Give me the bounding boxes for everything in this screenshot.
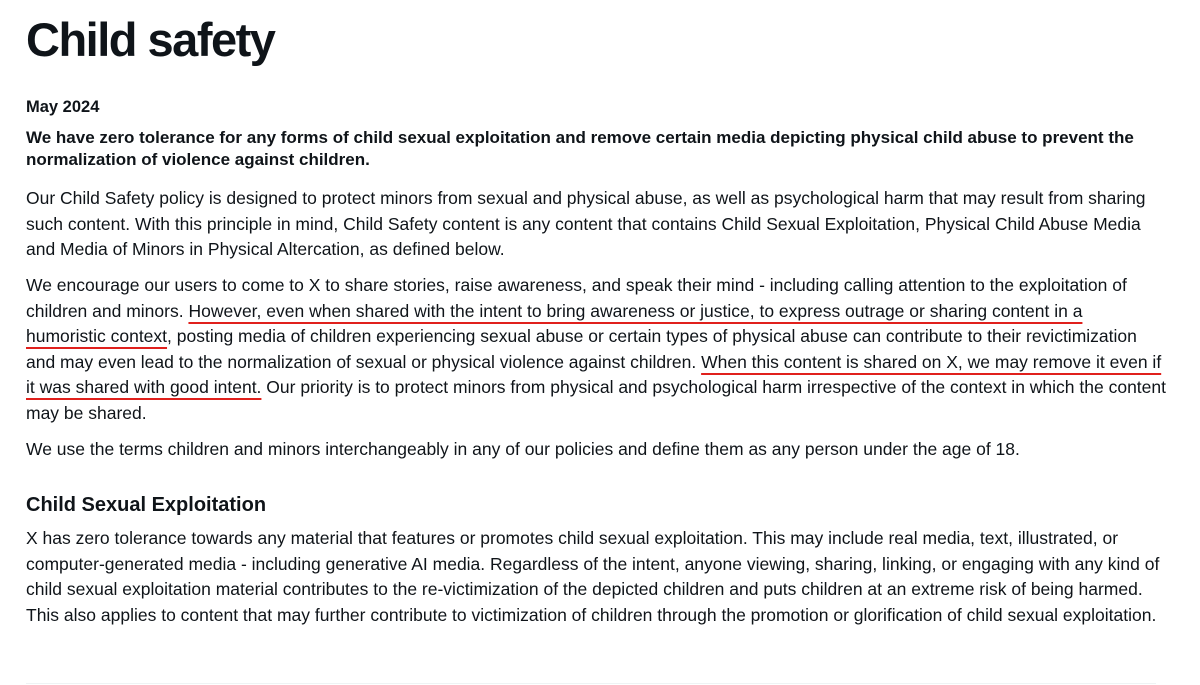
policy-paragraph-annotated	[26, 273, 1166, 426]
section-divider	[26, 683, 1156, 684]
section-paragraph: X has zero tolerance towards any material that features or promotes child sexual exploitation. This may include real media, text, illustrated, or computer-generated media - including generative AI media. Regardless of the intent, anyone viewing, sharing, linking, or engaging with any kind of child sexual exploitation material contributes to the re-victimization of the depicted children and puts children at an extreme risk of being harmed. This also applies to content that may further contribute to victimization of children through the promotion or glorification of child sexual exploitation.	[26, 528, 1160, 625]
paragraph-text: We encourage our users to come to X to share stories, raise awareness, and speak their mind - including calling attention to the exploitation of children and minors.	[26, 275, 1127, 321]
policy-paragraph: Our Child Safety policy is designed to protect minors from sexual and physical abuse, as well as psychological harm that may result from sharing such content. With this principle in mind, Child Safety content is any content that contains Child Sexual Exploitation, Physical Child Abuse Media and Media of Minors in Physical Altercation, as defined below.	[26, 188, 1146, 259]
section-heading: Child Sexual Exploitation	[26, 494, 267, 516]
red-underline-annotation: When this content is shared on X, we may remove it even if it was shared with good intent.	[26, 351, 1162, 397]
policy-paragraph: We use the terms children and minors interchangeably in any of our policies and define them as any person under the age of 18.	[26, 439, 1020, 459]
paragraph-text: , posting media of children experiencing sexual abuse or certain types of physical abuse can contribute to their revictimization and may even lead to the normalization of sexual or physical violence against children.	[26, 326, 1137, 372]
policy-summary: We have zero tolerance for any forms of child sexual exploitation and remove certain media depicting physical child abuse to prevent the normalization of violence against children.	[26, 128, 1134, 169]
paragraph-text: Our priority is to protect minors from physical and psychological harm irrespective of the context in which the content may be shared.	[26, 377, 1166, 423]
policy-date: May 2024	[26, 98, 100, 116]
red-underline-annotation: However, even when shared with the intent to bring awareness or justice, to express outrage or sharing content in a humoristic context	[26, 300, 1083, 346]
page-title: Child safety	[26, 13, 275, 66]
